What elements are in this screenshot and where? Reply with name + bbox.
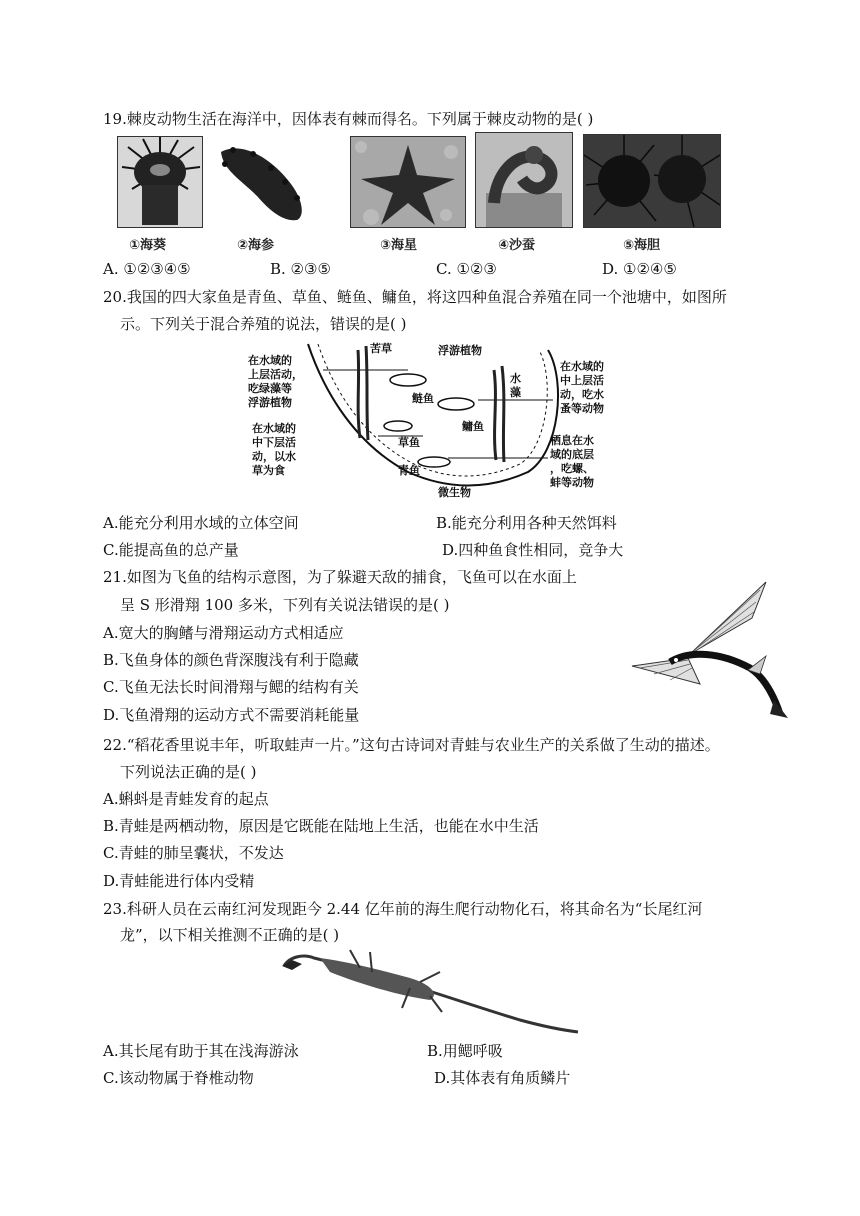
question-22-stem-line2: 下列说法正确的是( ) bbox=[120, 763, 257, 781]
q19-option-d[interactable]: D. ①②④⑤ bbox=[602, 260, 677, 278]
q21-option-a[interactable]: A.宽大的胸鳍与滑翔运动方式相适应 bbox=[103, 624, 344, 642]
q22-option-d[interactable]: D.青蛙能进行体内受精 bbox=[103, 872, 255, 890]
caption-sea-anemone: ①海葵 bbox=[129, 238, 167, 253]
question-20-stem-line1: 20.我国的四大家鱼是青鱼、草鱼、鲢鱼、鳙鱼，将这四种鱼混合养殖在同一个池塘中，如图所 bbox=[103, 288, 727, 306]
q20-option-b[interactable]: B.能充分利用各种天然饵料 bbox=[436, 514, 617, 532]
question-22-stem-line1: 22.“稻花香里说丰年，听取蛙声一片。”这句古诗词对青蛙与农业生产的关系做了生动的描述。 bbox=[103, 736, 720, 754]
question-20-stem-line2: 示。下列关于混合养殖的说法，错误的是( ) bbox=[120, 315, 407, 333]
sea-urchin-photo bbox=[583, 134, 721, 228]
q20-option-a[interactable]: A.能充分利用水域的立体空间 bbox=[103, 514, 299, 532]
label-silver-carp: 鲢鱼 bbox=[412, 392, 434, 405]
flying-fish-figure bbox=[630, 578, 790, 720]
sea-cucumber-photo bbox=[213, 140, 309, 224]
q23-option-a[interactable]: A.其长尾有助于其在浅海游泳 bbox=[103, 1042, 299, 1060]
q20-option-d[interactable]: D.四种鱼食性相同，竞争大 bbox=[442, 541, 624, 559]
label-black-carp: 青鱼 bbox=[398, 464, 420, 477]
caption-starfish: ③海星 bbox=[380, 238, 418, 253]
starfish-photo bbox=[350, 136, 466, 228]
caption-sandworm: ④沙蚕 bbox=[498, 238, 536, 253]
q19-option-a[interactable]: A. ①②③④⑤ bbox=[103, 260, 191, 278]
q19-option-b[interactable]: B. ②③⑤ bbox=[270, 260, 331, 278]
question-23-stem-line2: 龙”，以下相关推测不正确的是( ) bbox=[120, 926, 340, 944]
label-upper-layer: 在水域的 上层活动， 吃绿藻等 浮游植物 bbox=[248, 354, 303, 409]
q21-option-d[interactable]: D.飞鱼滑翔的运动方式不需要消耗能量 bbox=[103, 706, 360, 724]
q19-option-c[interactable]: C. ①②③ bbox=[436, 260, 497, 278]
reptile-fossil-figure bbox=[280, 944, 580, 1036]
label-kucao: 苦草 bbox=[370, 342, 392, 355]
question-23-stem-line1: 23.科研人员在云南红河发现距今 2.44 亿年前的海生爬行动物化石，将其命名为“长尾红河 bbox=[103, 900, 703, 918]
sea-anemone-photo bbox=[117, 136, 203, 228]
q20-option-c[interactable]: C.能提高鱼的总产量 bbox=[103, 541, 239, 559]
pond-diagram bbox=[248, 340, 613, 502]
label-bighead-carp: 鳙鱼 bbox=[462, 420, 484, 433]
question-21-stem-line2: 呈 S 形滑翔 100 多米，下列有关说法错误的是( ) bbox=[120, 596, 450, 614]
q22-option-b[interactable]: B.青蛙是两栖动物，原因是它既能在陆地上生活，也能在水中生活 bbox=[103, 817, 539, 835]
caption-sea-cucumber: ②海参 bbox=[237, 238, 275, 253]
sandworm-photo bbox=[475, 132, 573, 228]
label-algae: 水藻 bbox=[510, 372, 521, 399]
caption-sea-urchin: ⑤海胆 bbox=[623, 238, 661, 253]
q22-option-a[interactable]: A.蝌蚪是青蛙发育的起点 bbox=[103, 790, 269, 808]
q22-option-c[interactable]: C.青蛙的肺呈囊状，不发达 bbox=[103, 844, 284, 862]
label-microbes: 微生物 bbox=[438, 486, 471, 499]
q23-option-d[interactable]: D.其体表有角质鳞片 bbox=[434, 1069, 571, 1087]
label-bottom-layer: 栖息在水 域的底层 ，吃螺、 蚌等动物 bbox=[550, 434, 594, 489]
q23-option-c[interactable]: C.该动物属于脊椎动物 bbox=[103, 1069, 254, 1087]
label-grass-carp: 草鱼 bbox=[398, 436, 420, 449]
q21-option-c[interactable]: C.飞鱼无法长时间滑翔与鳃的结构有关 bbox=[103, 678, 359, 696]
label-mid-upper-layer: 在水域的 中上层活 动，吃水 蚤等动物 bbox=[560, 360, 604, 415]
question-21-stem-line1: 21.如图为飞鱼的结构示意图，为了躲避天敌的捕食，飞鱼可以在水面上 bbox=[103, 568, 577, 586]
label-mid-lower-layer: 在水域的 中下层活 动，以水 草为食 bbox=[252, 422, 296, 477]
label-plankton: 浮游植物 bbox=[438, 344, 482, 357]
question-19-stem: 19.棘皮动物生活在海洋中，因体表有棘而得名。下列属于棘皮动物的是( ) bbox=[103, 110, 594, 128]
q21-option-b[interactable]: B.飞鱼身体的颜色背深腹浅有利于隐藏 bbox=[103, 651, 359, 669]
q23-option-b[interactable]: B.用鳃呼吸 bbox=[427, 1042, 503, 1060]
